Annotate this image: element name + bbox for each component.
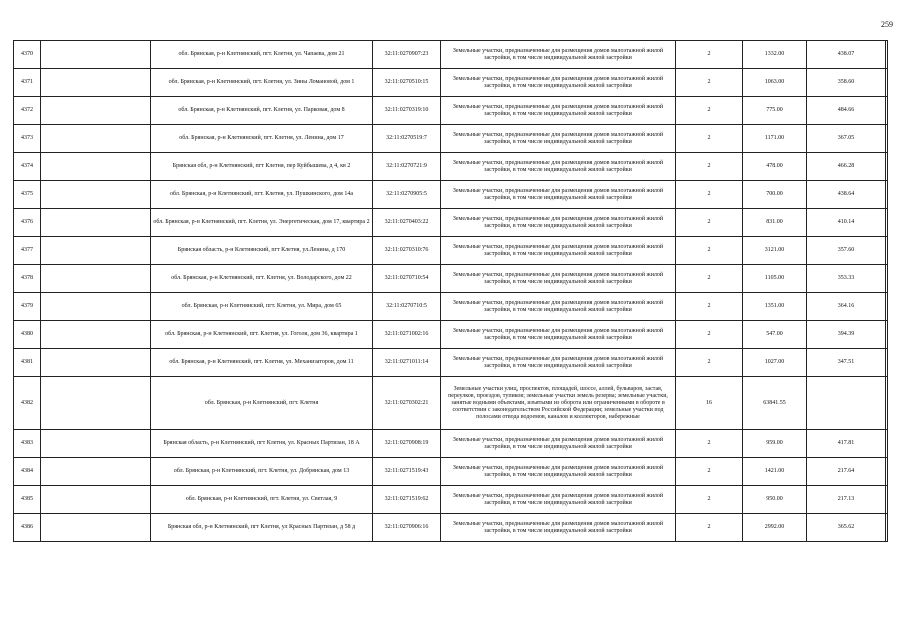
area-cell: 831.00 bbox=[743, 209, 807, 237]
cadastral-value-cell bbox=[886, 237, 888, 265]
area-cell: 63841.55 bbox=[743, 377, 807, 430]
address-cell: обл. Брянская, р-н Клетнянский, пгт. Клетня bbox=[151, 377, 373, 430]
address-cell: Брянская область, р-н Клетнянский, пгт Клетня, ул.Ленина, д 170 bbox=[151, 237, 373, 265]
land-use-cell: Земельные участки, предназначенные для размещения домов малоэтажной жилой застройки, в том числе индивидуальной жилой застройки bbox=[441, 430, 676, 458]
empty-cell bbox=[41, 237, 151, 265]
use-code-cell: 2 bbox=[676, 349, 743, 377]
cadastral-number-cell: 32:11:0270302:21 bbox=[373, 377, 441, 430]
table-row bbox=[14, 153, 888, 181]
use-code-cell: 2 bbox=[676, 321, 743, 349]
use-code-cell: 2 bbox=[676, 293, 743, 321]
empty-cell bbox=[41, 514, 151, 542]
area-cell: 1421.00 bbox=[743, 458, 807, 486]
address-cell: обл. Брянская, р-н Клетнянский, пгт. Клетня, ул. Володарского, дом 22 bbox=[151, 265, 373, 293]
land-use-cell: Земельные участки, предназначенные для размещения домов малоэтажной жилой застройки, в том числе индивидуальной жилой застройки bbox=[441, 41, 676, 69]
land-use-cell: Земельные участки, предназначенные для размещения домов малоэтажной жилой застройки, в том числе индивидуальной жилой застройки bbox=[441, 265, 676, 293]
cadastral-value-cell bbox=[886, 181, 888, 209]
empty-cell bbox=[41, 458, 151, 486]
address-cell: обл. Брянская, р-н Клетнянский, пгт. Клетня, ул. Энергетическая, дом 17, квартира 2 bbox=[151, 209, 373, 237]
use-code-cell: 2 bbox=[676, 430, 743, 458]
cadastral-number-cell: 32:11:0270721:9 bbox=[373, 153, 441, 181]
page-number: 259 bbox=[881, 20, 893, 29]
cadastral-number-cell: 32:11:0270906:16 bbox=[373, 514, 441, 542]
empty-cell bbox=[41, 209, 151, 237]
land-use-cell: Земельные участки, предназначенные для размещения домов малоэтажной жилой застройки, в том числе индивидуальной жилой застройки bbox=[441, 349, 676, 377]
cadastral-number-cell: 32:11:0270319:10 bbox=[373, 97, 441, 125]
row-number: 4382 bbox=[14, 377, 41, 430]
area-cell: 1171.00 bbox=[743, 125, 807, 153]
table-row bbox=[14, 430, 888, 458]
row-number: 4379 bbox=[14, 293, 41, 321]
cadastral-number-cell: 32:11:0270403:22 bbox=[373, 209, 441, 237]
land-use-cell: Земельные участки, предназначенные для размещения домов малоэтажной жилой застройки, в том числе индивидуальной жилой застройки bbox=[441, 153, 676, 181]
table-row bbox=[14, 265, 888, 293]
area-cell: 1351.00 bbox=[743, 293, 807, 321]
table-row bbox=[14, 486, 888, 514]
cadastral-number-cell: 32:11:0270908:19 bbox=[373, 430, 441, 458]
table-row bbox=[14, 293, 888, 321]
row-number: 4380 bbox=[14, 321, 41, 349]
area-cell: 700.00 bbox=[743, 181, 807, 209]
unit-value-cell: 417.81 bbox=[807, 430, 886, 458]
cadastral-value-cell bbox=[886, 430, 888, 458]
row-number: 4383 bbox=[14, 430, 41, 458]
unit-value-cell bbox=[807, 377, 886, 430]
land-use-cell: Земельные участки, предназначенные для размещения домов малоэтажной жилой застройки, в том числе индивидуальной жилой застройки bbox=[441, 97, 676, 125]
cadastral-number-cell: 32:11:0270905:5 bbox=[373, 181, 441, 209]
use-code-cell: 2 bbox=[676, 514, 743, 542]
address-cell: обл. Брянская, р-н Клетнянский, пгт. Клетня, ул. Механизаторов, дом 11 bbox=[151, 349, 373, 377]
empty-cell bbox=[41, 486, 151, 514]
empty-cell bbox=[41, 69, 151, 97]
land-use-cell: Земельные участки, предназначенные для размещения домов малоэтажной жилой застройки, в том числе индивидуальной жилой застройки bbox=[441, 237, 676, 265]
empty-cell bbox=[41, 377, 151, 430]
unit-value-cell: 466.28 bbox=[807, 153, 886, 181]
use-code-cell: 2 bbox=[676, 265, 743, 293]
use-code-cell: 2 bbox=[676, 209, 743, 237]
cadastral-value-cell bbox=[886, 69, 888, 97]
area-cell: 478.00 bbox=[743, 153, 807, 181]
land-use-cell: Земельные участки, предназначенные для размещения домов малоэтажной жилой застройки, в том числе индивидуальной жилой застройки bbox=[441, 458, 676, 486]
unit-value-cell: 365.62 bbox=[807, 514, 886, 542]
use-code-cell: 2 bbox=[676, 486, 743, 514]
address-cell: обл. Брянская, р-н Клетнянский, пгт. Клетня, ул. Чапаева, дом 21 bbox=[151, 41, 373, 69]
area-cell: 547.00 bbox=[743, 321, 807, 349]
table-row bbox=[14, 237, 888, 265]
unit-value-cell: 217.64 bbox=[807, 458, 886, 486]
table-row bbox=[14, 41, 888, 69]
empty-cell bbox=[41, 181, 151, 209]
unit-value-cell: 353.33 bbox=[807, 265, 886, 293]
land-use-cell: Земельные участки, предназначенные для размещения домов малоэтажной жилой застройки, в том числе индивидуальной жилой застройки bbox=[441, 125, 676, 153]
empty-cell bbox=[41, 321, 151, 349]
address-cell: обл. Брянская, р-н Клетнянский, пгт. Клетня, ул. Ленина, дом 17 bbox=[151, 125, 373, 153]
row-number: 4373 bbox=[14, 125, 41, 153]
empty-cell bbox=[41, 41, 151, 69]
cadastral-number-cell: 32:11:0270510:15 bbox=[373, 69, 441, 97]
area-cell: 2992.00 bbox=[743, 514, 807, 542]
unit-value-cell: 358.60 bbox=[807, 69, 886, 97]
area-cell: 1332.00 bbox=[743, 41, 807, 69]
land-use-cell: Земельные участки, предназначенные для размещения домов малоэтажной жилой застройки, в том числе индивидуальной жилой застройки bbox=[441, 69, 676, 97]
use-code-cell: 2 bbox=[676, 41, 743, 69]
area-cell: 775.00 bbox=[743, 97, 807, 125]
land-registry-table bbox=[13, 40, 888, 542]
cadastral-number-cell: 32:11:0271002:16 bbox=[373, 321, 441, 349]
row-number: 4377 bbox=[14, 237, 41, 265]
land-use-cell: Земельные участки, предназначенные для размещения домов малоэтажной жилой застройки, в том числе индивидуальной жилой застройки bbox=[441, 514, 676, 542]
row-number: 4378 bbox=[14, 265, 41, 293]
use-code-cell: 2 bbox=[676, 181, 743, 209]
table-row bbox=[14, 97, 888, 125]
address-cell: Брянская обл, р-н Клетнянский, пгт Клетня, ул Красных Партизан, д 58 д bbox=[151, 514, 373, 542]
table-body bbox=[14, 41, 888, 542]
cadastral-number-cell: 32:11:0270310:76 bbox=[373, 237, 441, 265]
use-code-cell: 2 bbox=[676, 97, 743, 125]
table-row bbox=[14, 69, 888, 97]
table-row bbox=[14, 514, 888, 542]
table-row bbox=[14, 125, 888, 153]
empty-cell bbox=[41, 125, 151, 153]
cadastral-number-cell: 32:11:0270519:7 bbox=[373, 125, 441, 153]
land-use-cell: Земельные участки, предназначенные для размещения домов малоэтажной жилой застройки, в том числе индивидуальной жилой застройки bbox=[441, 486, 676, 514]
area-cell: 1027.00 bbox=[743, 349, 807, 377]
table-row bbox=[14, 321, 888, 349]
unit-value-cell: 438.07 bbox=[807, 41, 886, 69]
unit-value-cell: 367.05 bbox=[807, 125, 886, 153]
use-code-cell: 2 bbox=[676, 458, 743, 486]
empty-cell bbox=[41, 430, 151, 458]
use-code-cell: 16 bbox=[676, 377, 743, 430]
cadastral-value-cell bbox=[886, 265, 888, 293]
row-number: 4386 bbox=[14, 514, 41, 542]
row-number: 4370 bbox=[14, 41, 41, 69]
cadastral-value-cell bbox=[886, 41, 888, 69]
empty-cell bbox=[41, 153, 151, 181]
table-row bbox=[14, 377, 888, 430]
cadastral-value-cell bbox=[886, 486, 888, 514]
address-cell: обл. Брянская, р-н Клетнянский, пгт. Клетня, ул. Гоголя, дом 36, квартира 1 bbox=[151, 321, 373, 349]
area-cell: 1105.00 bbox=[743, 265, 807, 293]
empty-cell bbox=[41, 265, 151, 293]
use-code-cell: 2 bbox=[676, 125, 743, 153]
address-cell: обл. Брянская, р-н Клетнянский, пгт. Клетня, ул. Пушкинского, дом 14а bbox=[151, 181, 373, 209]
address-cell: обл. Брянская, р-н Клетнянский, пгт. Клетня, ул. Парковая, дом 8 bbox=[151, 97, 373, 125]
cadastral-value-cell bbox=[886, 514, 888, 542]
unit-value-cell: 357.60 bbox=[807, 237, 886, 265]
area-cell: 1063.00 bbox=[743, 69, 807, 97]
unit-value-cell: 484.66 bbox=[807, 97, 886, 125]
table-row bbox=[14, 209, 888, 237]
area-cell: 950.00 bbox=[743, 486, 807, 514]
land-use-cell: Земельные участки, предназначенные для размещения домов малоэтажной жилой застройки, в том числе индивидуальной жилой застройки bbox=[441, 321, 676, 349]
cadastral-value-cell bbox=[886, 321, 888, 349]
address-cell: обл. Брянская, р-н Клетнянский, пгт. Клетня, ул. Мира, дом 65 bbox=[151, 293, 373, 321]
cadastral-number-cell: 32:11:0271519:43 bbox=[373, 458, 441, 486]
unit-value-cell: 217.13 bbox=[807, 486, 886, 514]
row-number: 4384 bbox=[14, 458, 41, 486]
empty-cell bbox=[41, 97, 151, 125]
row-number: 4374 bbox=[14, 153, 41, 181]
cadastral-value-cell bbox=[886, 97, 888, 125]
cadastral-value-cell bbox=[886, 377, 888, 430]
table-row bbox=[14, 458, 888, 486]
row-number: 4372 bbox=[14, 97, 41, 125]
address-cell: Брянская область, р-н Клетнянский, пгт Клетня, ул. Красных Партизан, 18 А bbox=[151, 430, 373, 458]
row-number: 4376 bbox=[14, 209, 41, 237]
use-code-cell: 2 bbox=[676, 69, 743, 97]
row-number: 4375 bbox=[14, 181, 41, 209]
use-code-cell: 2 bbox=[676, 153, 743, 181]
row-number: 4371 bbox=[14, 69, 41, 97]
use-code-cell: 2 bbox=[676, 237, 743, 265]
land-use-cell: Земельные участки, предназначенные для размещения домов малоэтажной жилой застройки, в том числе индивидуальной жилой застройки bbox=[441, 293, 676, 321]
unit-value-cell: 394.39 bbox=[807, 321, 886, 349]
land-use-cell: Земельные участки, предназначенные для размещения домов малоэтажной жилой застройки, в том числе индивидуальной жилой застройки bbox=[441, 209, 676, 237]
cadastral-value-cell bbox=[886, 125, 888, 153]
unit-value-cell: 438.64 bbox=[807, 181, 886, 209]
cadastral-value-cell bbox=[886, 293, 888, 321]
cadastral-value-cell bbox=[886, 153, 888, 181]
table-row bbox=[14, 181, 888, 209]
cadastral-number-cell: 32:11:0271519:62 bbox=[373, 486, 441, 514]
land-use-cell: Земельные участки, предназначенные для размещения домов малоэтажной жилой застройки, в том числе индивидуальной жилой застройки bbox=[441, 181, 676, 209]
address-cell: обл. Брянская, р-н Клетнянский, пгт. Клетня, ул. Зины Ломановой, дом 1 bbox=[151, 69, 373, 97]
cadastral-value-cell bbox=[886, 458, 888, 486]
address-cell: обл. Брянская, р-н Клетнянский, пгт. Клетня, ул. Добрянская, дом 13 bbox=[151, 458, 373, 486]
area-cell: 959.00 bbox=[743, 430, 807, 458]
unit-value-cell: 347.51 bbox=[807, 349, 886, 377]
cadastral-number-cell: 32:11:0270710:54 bbox=[373, 265, 441, 293]
cadastral-number-cell: 32:11:0270710:5 bbox=[373, 293, 441, 321]
unit-value-cell: 410.14 bbox=[807, 209, 886, 237]
table-row bbox=[14, 349, 888, 377]
empty-cell bbox=[41, 349, 151, 377]
row-number: 4381 bbox=[14, 349, 41, 377]
empty-cell bbox=[41, 293, 151, 321]
cadastral-value-cell bbox=[886, 209, 888, 237]
cadastral-number-cell: 32:11:0270907:23 bbox=[373, 41, 441, 69]
area-cell: 3121.00 bbox=[743, 237, 807, 265]
cadastral-number-cell: 32:11:0271011:14 bbox=[373, 349, 441, 377]
address-cell: Брянская обл, р-н Клетнянский, пгт Клетня, пер Куйбышева, д 4, кв 2 bbox=[151, 153, 373, 181]
row-number: 4385 bbox=[14, 486, 41, 514]
unit-value-cell: 364.16 bbox=[807, 293, 886, 321]
land-use-cell: Земельные участки улиц, проспектов, площадей, шоссе, аллей, бульваров, застав, переулков, проездов, тупиков; земельные участки земель резерва; земельные участки, занятые водными объектами, изъятыми из оборота или ограниченными в обороте в соответствии с законодательством Российской Федерации; земельные участки под полосами отвода водоемов, каналов и коллекторов, набережные bbox=[441, 377, 676, 430]
address-cell: обл. Брянская, р-н Клетнянский, пгт. Клетня, ул. Светлая, 9 bbox=[151, 486, 373, 514]
cadastral-value-cell bbox=[886, 349, 888, 377]
